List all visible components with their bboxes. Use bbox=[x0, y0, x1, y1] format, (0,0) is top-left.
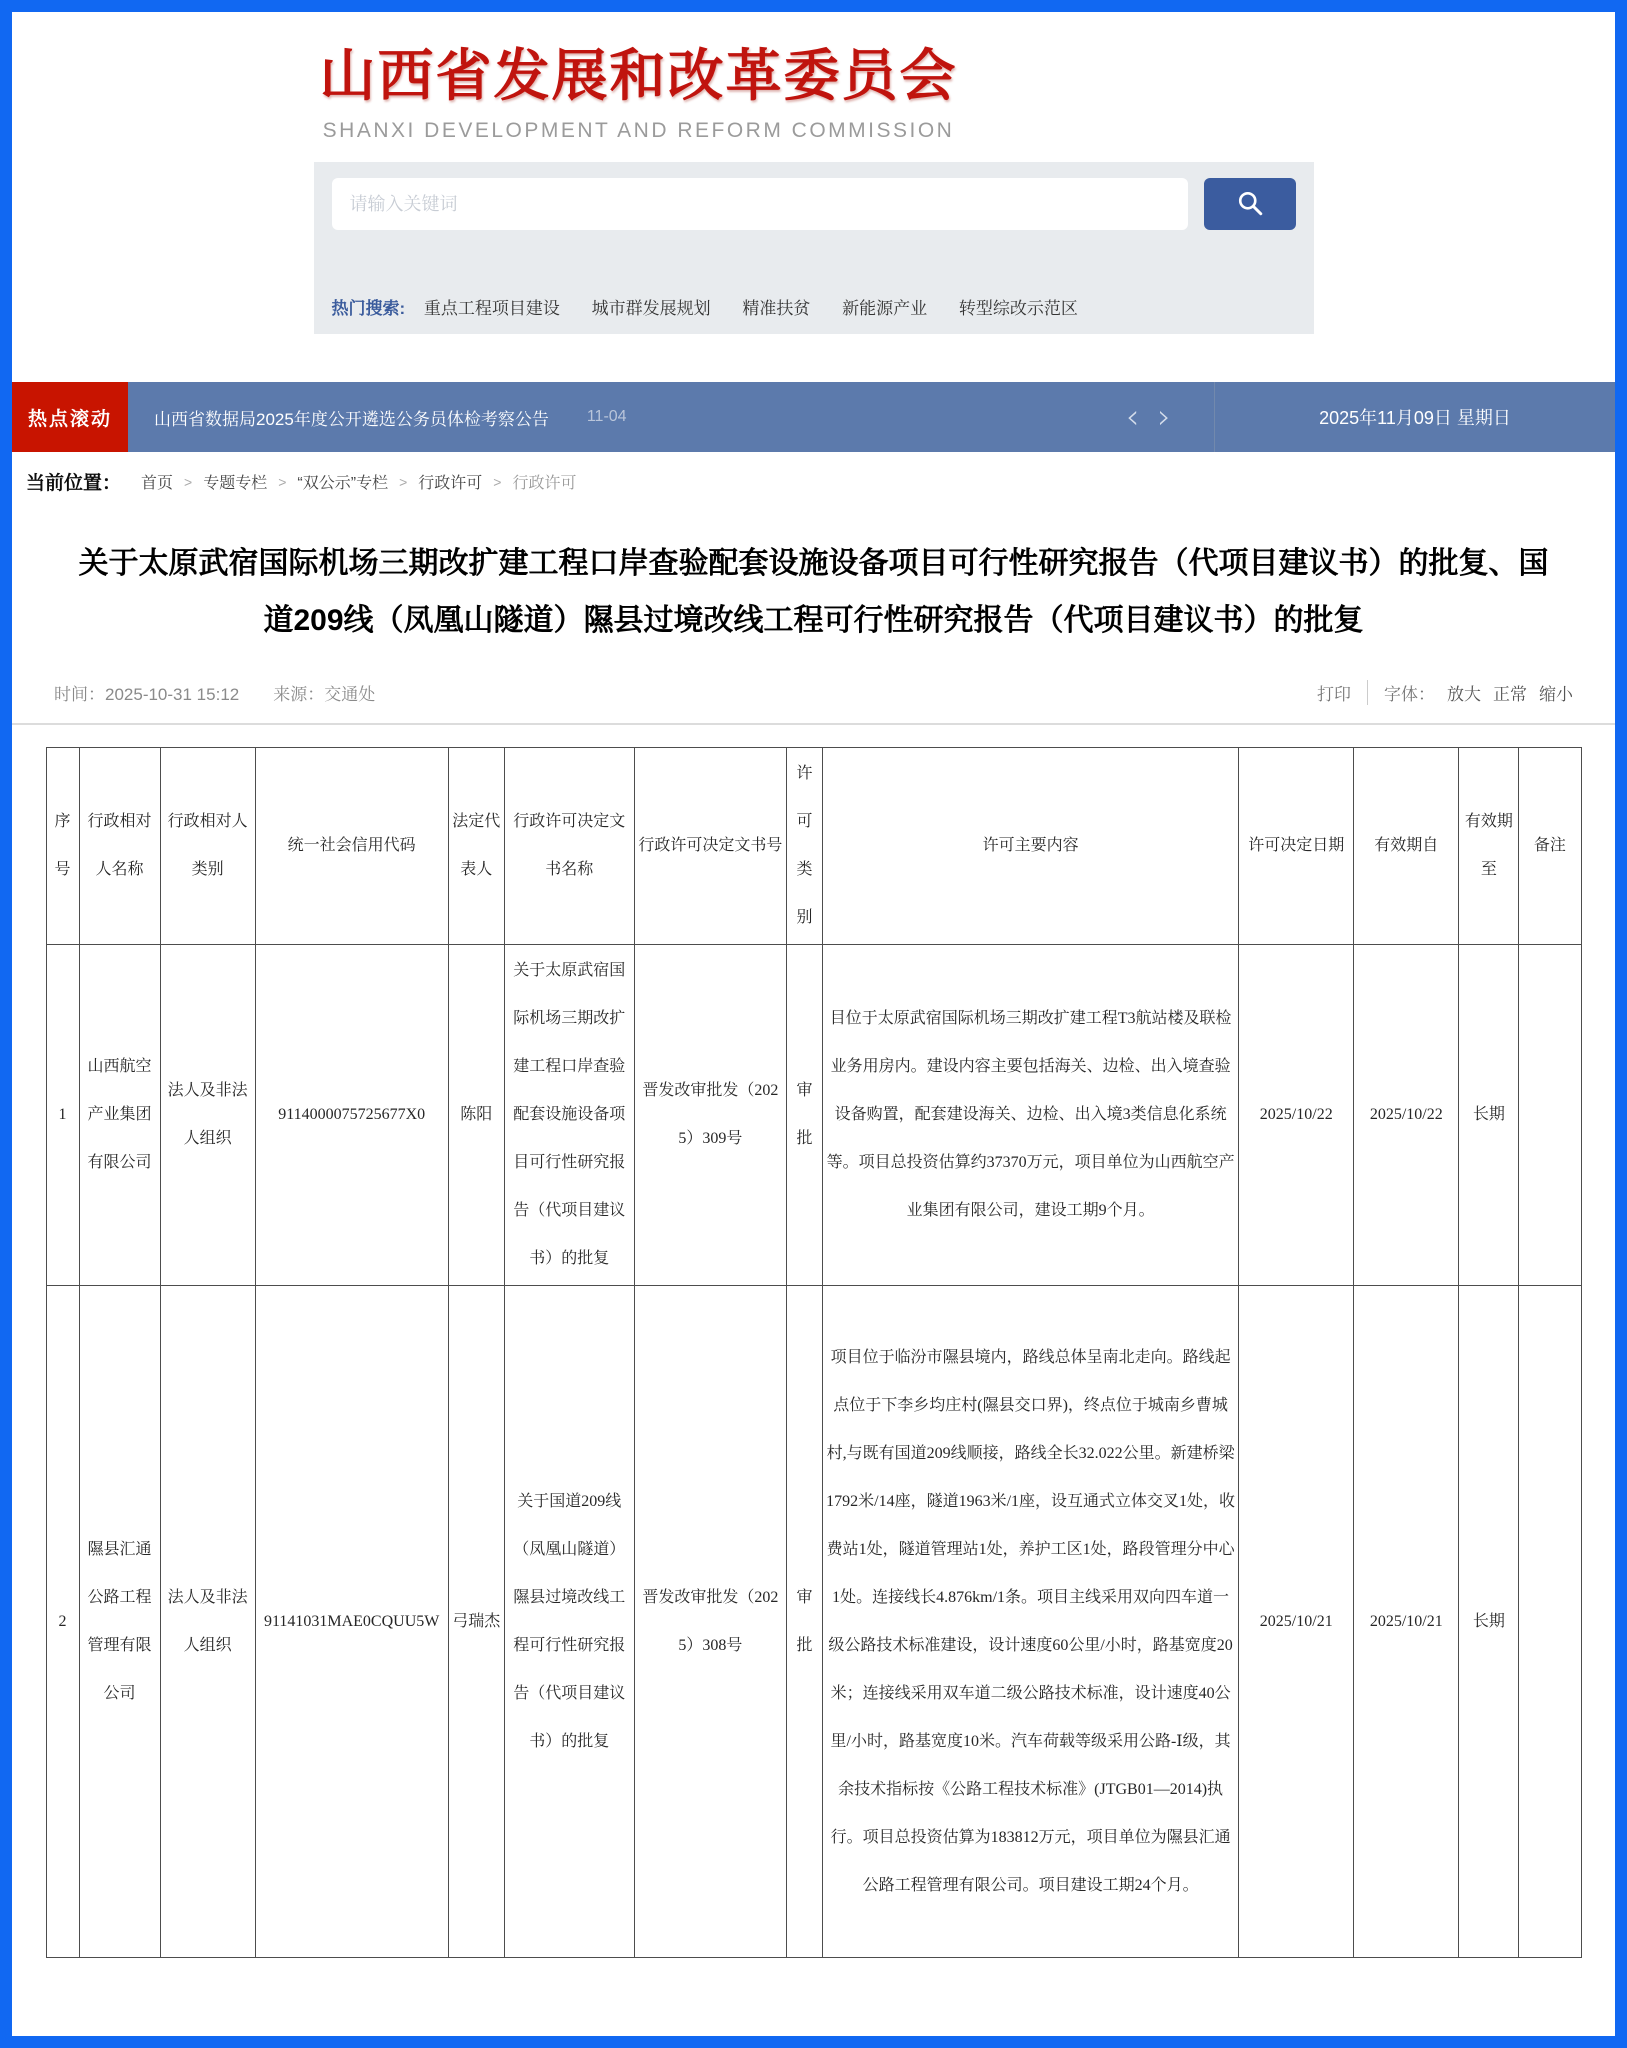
header-party-type: 行政相对人类别 bbox=[160, 748, 255, 945]
source-value: 交通处 bbox=[324, 684, 376, 704]
permit-table bbox=[46, 747, 1582, 1958]
table-cell: 关于太原武宿国际机场三期改扩建工程口岸查验配套设施设备项目可行性研究报告（代项目建议书）的批复 bbox=[504, 945, 634, 1286]
source bbox=[273, 680, 375, 705]
breadcrumb-public-column[interactable]: “双公示”专栏 bbox=[297, 475, 389, 492]
site-header bbox=[12, 12, 1615, 334]
search-icon bbox=[1235, 188, 1265, 221]
breadcrumb-separator: > bbox=[399, 473, 408, 490]
table-cell: 2025/10/21 bbox=[1354, 1286, 1459, 1958]
table-cell: 1 bbox=[46, 945, 79, 1286]
header-permit-content: 许可主要内容 bbox=[822, 748, 1238, 945]
font-normal-button[interactable]: 正常 bbox=[1493, 684, 1527, 704]
header-remarks: 备注 bbox=[1519, 748, 1581, 945]
ticker-news-link[interactable]: 山西省数据局2025年度公开遴选公务员体检考察公告 bbox=[154, 409, 549, 429]
header-valid-from: 有效期自 bbox=[1354, 748, 1459, 945]
ticker-news-date: 11-04 bbox=[586, 408, 627, 425]
breadcrumb-home[interactable]: 首页 bbox=[141, 475, 174, 492]
page-title: 关于太原武宿国际机场三期改扩建工程口岸查验配套设施设备项目可行性研究报告（代项目建议书）的批复、国道209线（凤凰山隧道）隰县过境改线工程可行性研究报告（代项目建议书）的批复 bbox=[78, 547, 1549, 637]
hot-search-label: 热门搜索: bbox=[331, 299, 406, 318]
search-button[interactable] bbox=[1204, 178, 1295, 230]
header-legal-rep: 法定代表人 bbox=[448, 748, 504, 945]
search-panel bbox=[314, 162, 1314, 334]
header-valid-to: 有效期至 bbox=[1459, 748, 1519, 945]
hot-term-2[interactable]: 城市群发展规划 bbox=[591, 299, 711, 318]
table-header-row bbox=[46, 748, 1581, 945]
ticker-arrows bbox=[1117, 397, 1180, 437]
ticker-bar bbox=[12, 382, 1615, 452]
breadcrumb-separator: > bbox=[278, 473, 287, 490]
table-row bbox=[46, 945, 1581, 1286]
breadcrumb bbox=[12, 452, 1615, 507]
hot-term-5[interactable]: 转型综改示范区 bbox=[958, 299, 1078, 318]
table-cell: 晋发改审批发（2025）309号 bbox=[634, 945, 786, 1286]
table-cell: 2025/10/22 bbox=[1239, 945, 1354, 1286]
table-cell: 9114000075725677X0 bbox=[255, 945, 448, 1286]
hot-term-3[interactable]: 精准扶贫 bbox=[742, 299, 811, 318]
hot-search-row bbox=[332, 296, 1296, 322]
chevron-right-icon[interactable]: › bbox=[1157, 397, 1171, 437]
table-cell: 山西航空产业集团有限公司 bbox=[79, 945, 160, 1286]
chevron-left-icon[interactable]: ‹ bbox=[1125, 397, 1140, 437]
font-larger-button[interactable]: 放大 bbox=[1447, 684, 1481, 704]
table-cell: 隰县汇通公路工程管理有限公司 bbox=[79, 1286, 160, 1958]
table-cell: 2 bbox=[46, 1286, 79, 1958]
breadcrumb-admin-permit[interactable]: 行政许可 bbox=[418, 475, 483, 492]
header-doc-number: 行政许可决定文书号 bbox=[634, 748, 786, 945]
header-party-name: 行政相对人名称 bbox=[79, 748, 160, 945]
font-size-label: 字体： bbox=[1384, 684, 1435, 704]
table-cell bbox=[1519, 1286, 1581, 1958]
site-title-en: SHANXI DEVELOPMENT AND REFORM COMMISSION bbox=[322, 119, 955, 142]
print-button[interactable]: 打印 bbox=[1317, 684, 1351, 704]
header-seq: 序号 bbox=[46, 748, 79, 945]
table-cell: 91141031MAE0CQUU5W bbox=[255, 1286, 448, 1958]
breadcrumb-topics[interactable]: 专题专栏 bbox=[203, 475, 268, 492]
table-cell bbox=[1519, 945, 1581, 1286]
time-label: 时间： bbox=[54, 684, 105, 704]
search-input[interactable] bbox=[332, 178, 1189, 230]
breadcrumb-current: 行政许可 bbox=[512, 475, 577, 492]
table-cell: 2025/10/22 bbox=[1354, 945, 1459, 1286]
table-cell: 2025/10/21 bbox=[1239, 1286, 1354, 1958]
publish-time bbox=[54, 680, 239, 705]
table-cell: 法人及非法人组织 bbox=[160, 945, 255, 1286]
hot-term-1[interactable]: 重点工程项目建设 bbox=[423, 299, 560, 318]
table-cell: 审批 bbox=[786, 945, 822, 1286]
header-decision-date: 许可决定日期 bbox=[1239, 748, 1354, 945]
breadcrumb-label: 当前位置： bbox=[26, 473, 122, 494]
article-meta bbox=[54, 677, 1573, 707]
table-cell: 陈阳 bbox=[448, 945, 504, 1286]
table-row bbox=[46, 1286, 1581, 1958]
current-date: 2025年11月09日 星期日 bbox=[1319, 408, 1511, 428]
header-permit-type: 许可类别 bbox=[786, 748, 822, 945]
table-cell: 长期 bbox=[1459, 1286, 1519, 1958]
ticker-label: 热点滚动 bbox=[12, 382, 128, 452]
table-cell: 弓瑞杰 bbox=[448, 1286, 504, 1958]
table-cell: 晋发改审批发（2025）308号 bbox=[634, 1286, 786, 1958]
header-credit-code: 统一社会信用代码 bbox=[255, 748, 448, 945]
table-cell: 法人及非法人组织 bbox=[160, 1286, 255, 1958]
time-value: 2025-10-31 15:12 bbox=[105, 684, 240, 704]
font-smaller-button[interactable]: 缩小 bbox=[1539, 684, 1573, 704]
hot-term-4[interactable]: 新能源产业 bbox=[842, 299, 928, 318]
content-divider bbox=[12, 723, 1615, 725]
header-doc-name: 行政许可决定文书名称 bbox=[504, 748, 634, 945]
breadcrumb-separator: > bbox=[493, 473, 502, 490]
table-cell: 长期 bbox=[1459, 945, 1519, 1286]
site-logo bbox=[309, 40, 969, 148]
table-cell: 项目位于临汾市隰县境内，路线总体呈南北走向。路线起点位于下李乡均庄村(隰县交口界)，终点位于城南乡曹城村,与既有国道209线顺接，路线全长32.022公里。新建桥梁1792米/14座，隧道1963米/1座，设互通式立体交叉1处，收费站1处，隧道管理站1处，养护工区1处，路段管理分中心1处。连接线长4.876km/1条。项目主线采用双向四车道一级公路技术标准建设，设计速度60公里/小时，路基宽度20米；连接线采用双车道二级公路技术标准，设计速度40公里/小时，路基宽度10米。汽车荷载等级采用公路-Ⅰ级，其余技术指标按《公路工程技术标准》(JTGB01—2014)执行。项目总投资估算为183812万元，项目单位为隰县汇通公路工程管理有限公司。项目建设工期24个月。 bbox=[822, 1286, 1238, 1958]
site-title-cn: 山西省发展和改革委员会 bbox=[319, 46, 958, 108]
breadcrumb-separator: > bbox=[184, 473, 193, 490]
table-cell: 审批 bbox=[786, 1286, 822, 1958]
table-cell: 关于国道209线（凤凰山隧道）隰县过境改线工程可行性研究报告（代项目建议书）的批复 bbox=[504, 1286, 634, 1958]
source-label: 来源： bbox=[273, 684, 325, 704]
table-cell: 目位于太原武宿国际机场三期改扩建工程T3航站楼及联检业务用房内。建设内容主要包括海关、边检、出入境查验设备购置，配套建设海关、边检、出入境3类信息化系统等。项目总投资估算约37370万元，项目单位为山西航空产业集团有限公司，建设工期9个月。 bbox=[822, 945, 1238, 1286]
